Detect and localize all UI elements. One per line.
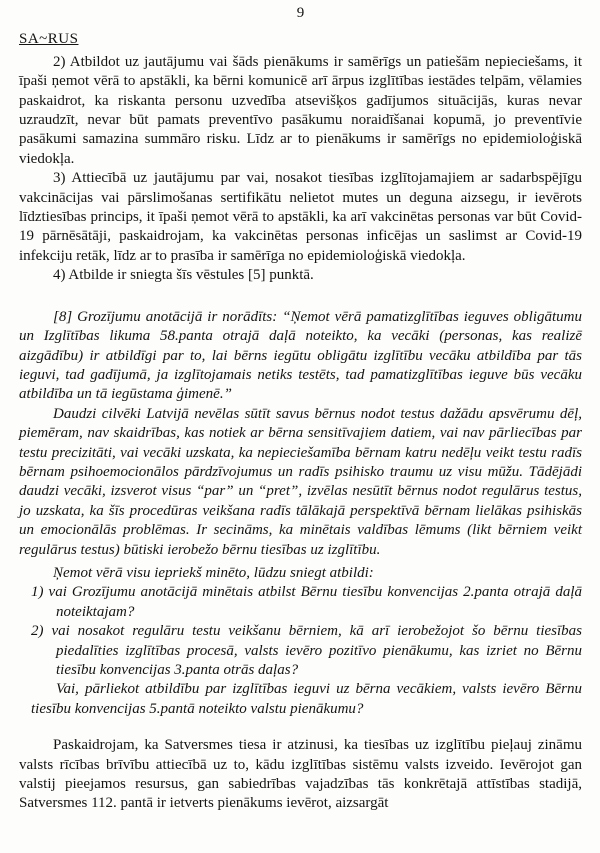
header-row xyxy=(19,30,582,49)
case-reference: SA~RUS xyxy=(19,31,79,48)
question-2-marker: 2) xyxy=(31,623,44,640)
paragraph-answer-2: 2) Atbildot uz jautājumu vai šāds pienākums ir samērīgs un patiešām nepieciešams, it īpaši ņemot vērā to apstākli, ka bērni komunicē arī ārpus izglītības iestādes telpām, vēlamies paskaidrot, ka riskanta personu uzvedība atsevišķos gadījumos situācijās, kuras nevar uzraudzīt, nevar būt pamats preventīvo pasākumu noraidīšanai kopumā, jo preventīvie pasākumi samazina summāro risku. Līdz ar to pienākums ir samērīgs no epidemioloģiskā viedokļa. xyxy=(19,53,582,167)
paragraph-answer-4: 4) Atbilde ir sniegta šīs vēstules [5] punktā. xyxy=(53,267,314,284)
paragraph-request-intro: Ņemot vērā visu iepriekš minēto, lūdzu sniegt atbildi: xyxy=(53,564,374,581)
paragraph-answer-3: 3) Attiecībā uz jautājumu par vai, nosakot tiesības izglītojamajiem ar sadarbspējīgu vakcinācijas vai pārslimošanas sertifikātu nelietot mutes un deguna aizsegu, ir ievērots līdztiesības princips, it īpaši ņemot vērā to apstākli, ka arī vakcinētas personas var būt Covid-19 pārnēsātāji, paskaidrojam, ka vakcinētas personas inficējas un saslimst ar Covid-19 infekciju retāk, līdz ar to prasība ir samērīga no epidemioloģiskā viedokļa. xyxy=(19,170,582,264)
question-item-2 xyxy=(31,622,583,680)
paragraph-closing: Paskaidrojam, ka Satversmes tiesa ir atzinusi, ka tiesības uz izglītību pieļauj zināmu valsts rīcības brīvību attiecībā uz to, kādu izglītības sistēmu valsts izveido. Ievērojot gan valstij pieejamos resursus, gan sabiedrības vajadzības tās konkrētajā attīstības stadijā, Satversmes 112. pantā ir ietverts pienākums ievērot, aizsargāt xyxy=(19,737,582,812)
question-item-3: Vai, pārliekot atbildību par izglītības ieguvi uz bērna vecākiem, valsts ievēro Bērnu tiesību konvencijas 5.pantā noteikto valstu pienākumu? xyxy=(31,681,582,717)
page-number: 9 xyxy=(296,5,305,21)
question-1-marker: 1) xyxy=(31,584,44,601)
paragraph-citation-8: [8] Grozījumu anotācijā ir norādīts: “Ņemot vērā pamatizglītības ieguves obligātumu un Izglītības likuma 58.panta otrajā daļā noteikto, ka vecāki (personas, kas realizē aizgādību) ir atbildīgi par to, lai bērns iegūtu obligātu izglītību vecāku atbildība par tās ieguvi, tad gadījumā, ja izglītojamais netiks testēts, tad pamatizglītības ieguve būs vecāku atbildība un tā iegūstama ģimenē.” xyxy=(19,308,582,403)
question-2-text: vai nosakot regulāru testu veikšanu bērniem, kā arī ierobežojot šo bērnu tiesības piedalīties izglītības procesā, valsts ievēro pozitīvo pienākumu, kas izriet no Bērnu tiesību konvencijas 3.panta otrās daļas? xyxy=(51,623,583,678)
paragraph-argument: Daudzi cilvēki Latvijā nevēlas sūtīt savus bērnus nodot testus dažādu apsvērumu dēļ, piemēram, nav skaidrības, kas notiek ar bērna sensitīvajiem datiem, vai nav pārliecības par testu precizitāti, vai vecāki uzskata, ka nepieciešamība bērnam katru nedēļu veikt testu radīs bērnam psihoemocionālos pārdzīvojumus un radīs psihisko traumu uz visu mūžu. Tādējādi daudzi vecāki, izsverot visus “par” un “pret”, izvēlas nesūtīt bērnus nodot regulārus testus, jo uzskata, ka šīs procedūras veikšana radīs tālākajā perspektīvā bērnam lielākas psihiskās un emocionālās problēmas. Ir secināms, ka minētais valdības lēmums (likt bērniem veikt regulārus testus) būtiski ierobežo bērnu tiesības uz izglītību. xyxy=(19,405,582,558)
question-1-text: vai Grozījumu anotācijā minētais atbilst Bērnu tiesību konvencijas 2.panta otrajā daļā noteiktajam? xyxy=(48,584,582,620)
question-item-1 xyxy=(31,583,582,622)
